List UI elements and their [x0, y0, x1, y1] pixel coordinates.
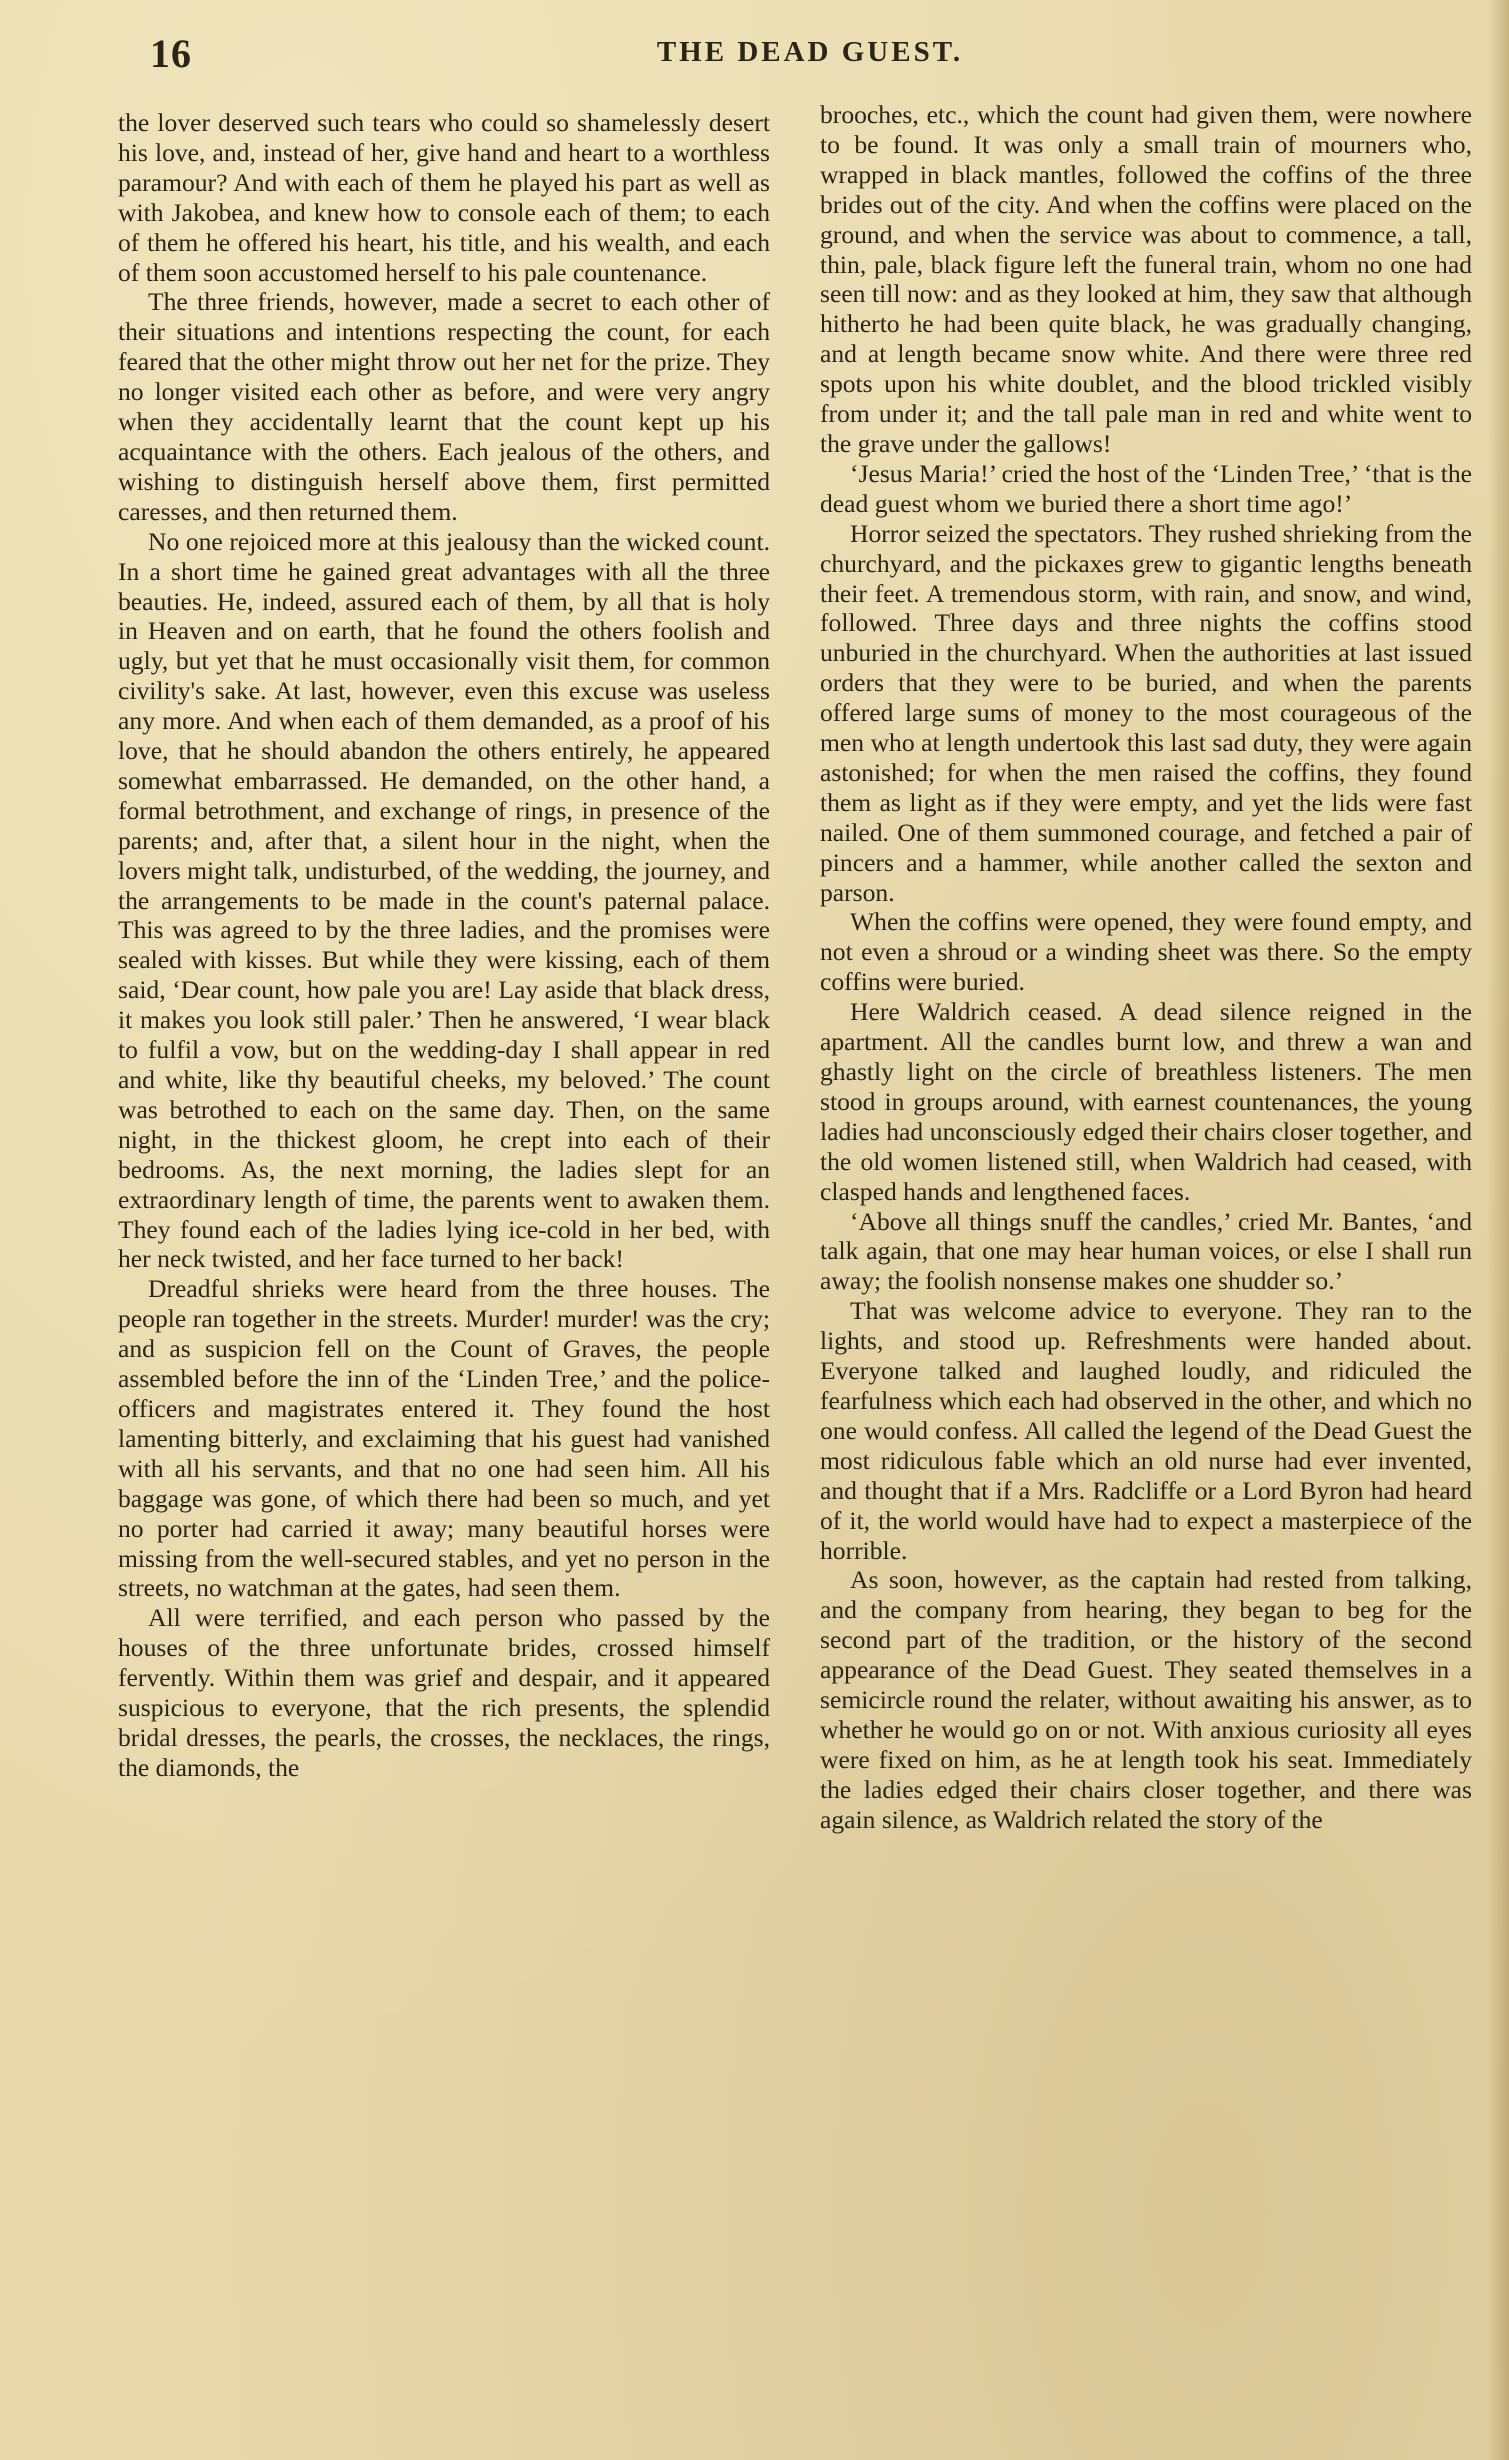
left-column [118, 108, 770, 1783]
paragraph: The three friends, however, made a secret to each other of their situations and intentions respecting the count, for each feared that the other might throw out her net for the prize. They no longer visited each other as before, and were very angry when they accidentally learnt that the count kept up his acquaintance with the others. Each jealous of the others, and wishing to distinguish herself above them, first permitted caresses, and then returned them. [118, 287, 770, 526]
paragraph: No one rejoiced more at this jealousy than the wicked count. In a short time he gained great advantages with all the three beauties. He, indeed, assured each of them, by all that is holy in Heaven and on earth, that he found the others foolish and ugly, but yet that he must occasionally visit them, for common civility's sake. At last, however, even this excuse was useless any more. And when each of them demanded, as a proof of his love, that he should abandon the others entirely, he appeared somewhat embarrassed. He demanded, on the other hand, a formal betrothment, and exchange of rings, in presence of the parents; and, after that, a silent hour in the night, when the lovers might talk, undisturbed, of the wedding, the journey, and the arrangements to be made in the count's paternal palace. This was agreed to by the three ladies, and the promises were sealed with kisses. But while they were kissing, each of them said, ‘Dear count, how pale you are! Lay aside that black dress, it makes you look still paler.’ Then he answered, ‘I wear black to fulfil a vow, but on the wedding-day I shall appear in red and white, like thy beautiful cheeks, my beloved.’ The count was betrothed to each on the same day. Then, on the same night, in the thickest gloom, he crept into each of their bedrooms. As, the next morning, the ladies slept for an extraordinary length of time, the parents went to awaken them. They found each of the ladies lying ice-cold in her bed, with her neck twisted, and her face turned to her back! [118, 526, 770, 1274]
paragraph: brooches, etc., which the count had given them, were nowhere to be found. It was only a small train of mourners who, wrapped in black mantles, followed the coffins of the three brides out of the city. And when the coffins were placed on the ground, and when the service was about to commence, a tall, thin, pale, black figure left the funeral train, whom no one had seen till now: and as they looked at him, they saw that although hitherto he had been quite black, he was gradually changing, and at length became snow white. And there were three red spots upon his white doublet, and the blood trickled visibly from under it; and the tall pale man in red and white went to the grave under the gallows! [820, 100, 1472, 458]
running-title: THE DEAD GUEST. [656, 36, 964, 68]
paragraph: All were terrified, and each person who passed by the houses of the three unfortunate brides, crossed himself fervently. Within them was grief and despair, and it appeared suspicious to everyone, that the rich presents, the splendid bridal dresses, the pearls, the crosses, the necklaces, the rings, the diamonds, the [118, 1603, 770, 1782]
page-edge-shadow [1487, 0, 1509, 2460]
running-head [150, 30, 1470, 80]
right-column [820, 100, 1472, 1835]
paragraph: That was welcome advice to everyone. They ran to the lights, and stood up. Refreshments were handed about. Everyone talked and laughed loudly, and ridiculed the fearfulness which each had observed in the other, and which no one would confess. All called the legend of the Dead Guest the most ridiculous fable which an old nurse had ever invented, and thought that if a Mrs. Radcliffe or a Lord Byron had heard of it, the world would have had to expect a masterpiece of the horrible. [820, 1296, 1472, 1565]
paragraph: Dreadful shrieks were heard from the three houses. The people ran together in the streets. Murder! murder! was the cry; and as suspicion fell on the Count of Graves, the people assembled before the inn of the ‘Linden Tree,’ and the police-officers and magistrates entered it. They found the host lamenting bitterly, and exclaiming that his guest had vanished with all his servants, and that no one had seen him. All his baggage was gone, of which there had been so much, and yet no porter had carried it away; many beautiful horses were missing from the well-secured stables, and yet no person in the streets, no watchman at the gates, had seen them. [118, 1274, 770, 1603]
paragraph: Horror seized the spectators. They rushed shrieking from the churchyard, and the pickaxes grew to gigantic lengths beneath their feet. A tremendous storm, with rain, and snow, and wind, followed. Three days and three nights the coffins stood unburied in the churchyard. When the authorities at last issued orders that they were to be buried, and when the parents offered large sums of money to the most courageous of the men who at length undertook this last sad duty, they were again astonished; for when the men raised the coffins, they found them as light as if they were empty, and yet the lids were fast nailed. One of them summoned courage, and fetched a pair of pincers and a hammer, while another called the sexton and parson. [820, 518, 1472, 907]
paragraph: the lover deserved such tears who could so shamelessly desert his love, and, instead of her, give hand and heart to a worthless paramour? And with each of them he played his part as well as with Jakobea, and knew how to console each of them; to each of them he offered his heart, his title, and his wealth, and each of them soon accustomed herself to his pale countenance. [118, 108, 770, 287]
paragraph: ‘Jesus Maria!’ cried the host of the ‘Linden Tree,’ ‘that is the dead guest whom we buried there a short time ago!’ [820, 458, 1472, 518]
paragraph: Here Waldrich ceased. A dead silence reigned in the apartment. All the candles burnt low, and threw a wan and ghastly light on the circle of breathless listeners. The men stood in groups around, with earnest countenances, the young ladies had unconsciously edged their chairs closer together, and the old women listened still, when Waldrich had ceased, with clasped hands and lengthened faces. [820, 997, 1472, 1206]
page-number: 16 [150, 31, 192, 76]
paragraph: ‘Above all things snuff the candles,’ cried Mr. Bantes, ‘and talk again, that one may hear human voices, or else I shall run away; the foolish nonsense makes one shudder so.’ [820, 1206, 1472, 1296]
paragraph: As soon, however, as the captain had rested from talking, and the company from hearing, they began to beg for the second part of the tradition, or the history of the second appearance of the Dead Guest. They seated themselves in a semicircle round the relater, without awaiting his answer, as to whether he would go on or not. With anxious curiosity all eyes were fixed on him, as he at length took his seat. Immediately the ladies edged their chairs closer together, and there was again silence, as Waldrich related the story of the [820, 1565, 1472, 1834]
paragraph: When the coffins were opened, they were found empty, and not even a shroud or a winding sheet was there. So the empty coffins were buried. [820, 907, 1472, 997]
